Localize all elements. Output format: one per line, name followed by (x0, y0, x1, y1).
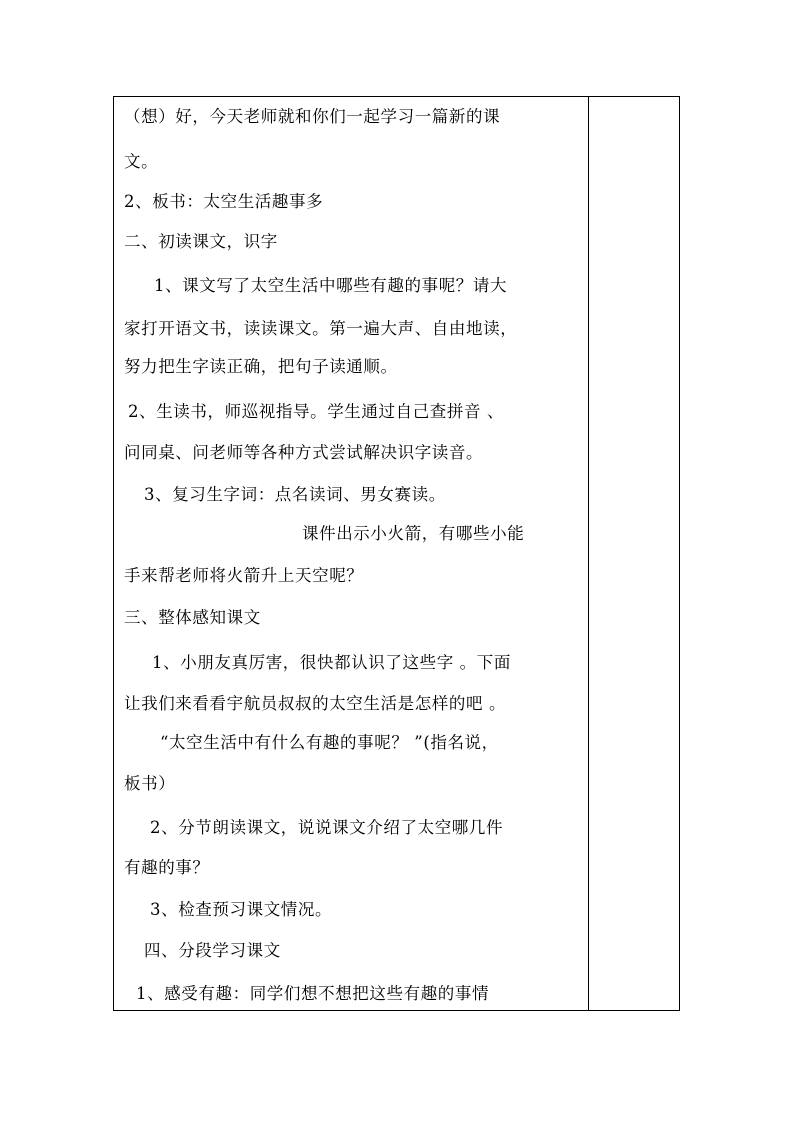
section-heading: 三、整体感知课文 (124, 608, 261, 627)
text-line: 手来帮老师将火箭升上天空呢？ (124, 566, 364, 585)
text-line: 努力把生字读正确，把句子读通顺。 (124, 357, 398, 376)
section-heading: 四、分段学习课文 (144, 941, 281, 960)
text-line: 3、检查预习课文情况。 (150, 900, 333, 919)
text-line: 课件出示小火箭，有哪些小能 (302, 524, 525, 543)
text-line: 2、板书：太空生活趣事多 (124, 192, 324, 211)
lesson-content-cell (114, 97, 588, 1010)
text-line: 有趣的事？ (124, 858, 210, 877)
text-line: 1、课文写了太空生活中哪些有趣的事呢？请大 (154, 276, 508, 295)
text-line: “太空生活中有什么有趣的事呢？ ”(指名说， (160, 733, 499, 752)
lesson-plan-table (113, 96, 680, 1011)
text-line: 问同桌、问老师等各种方式尝试解决识字读音。 (124, 443, 484, 462)
text-line: （想）好，今天老师就和你们一起学习一篇新的课 (124, 107, 501, 126)
column-divider (588, 97, 589, 1010)
text-line: 让我们来看看宇航员叔叔的太空生活是怎样的吧 。 (124, 694, 507, 713)
text-line: 1、小朋友真厉害，很快都认识了这些字 。下面 (152, 653, 511, 672)
text-line: 文。 (124, 152, 159, 171)
text-line: 1、感受有趣：同学们想不想把这些有趣的事情 (136, 984, 490, 1003)
text-line: 家打开语文书，读读课文。第一遍大声、自由地读， (124, 319, 518, 338)
text-line: 3、复习生字词：点名读词、男女赛读。 (144, 485, 446, 504)
text-line: 板书） (124, 774, 176, 793)
section-heading: 二、初读课文，识字 (124, 232, 278, 251)
text-line: 2、生读书，师巡视指导。学生通过自己查拼音 、 (128, 402, 505, 421)
text-line: 2、分节朗读课文，说说课文介绍了太空哪几件 (150, 818, 504, 837)
